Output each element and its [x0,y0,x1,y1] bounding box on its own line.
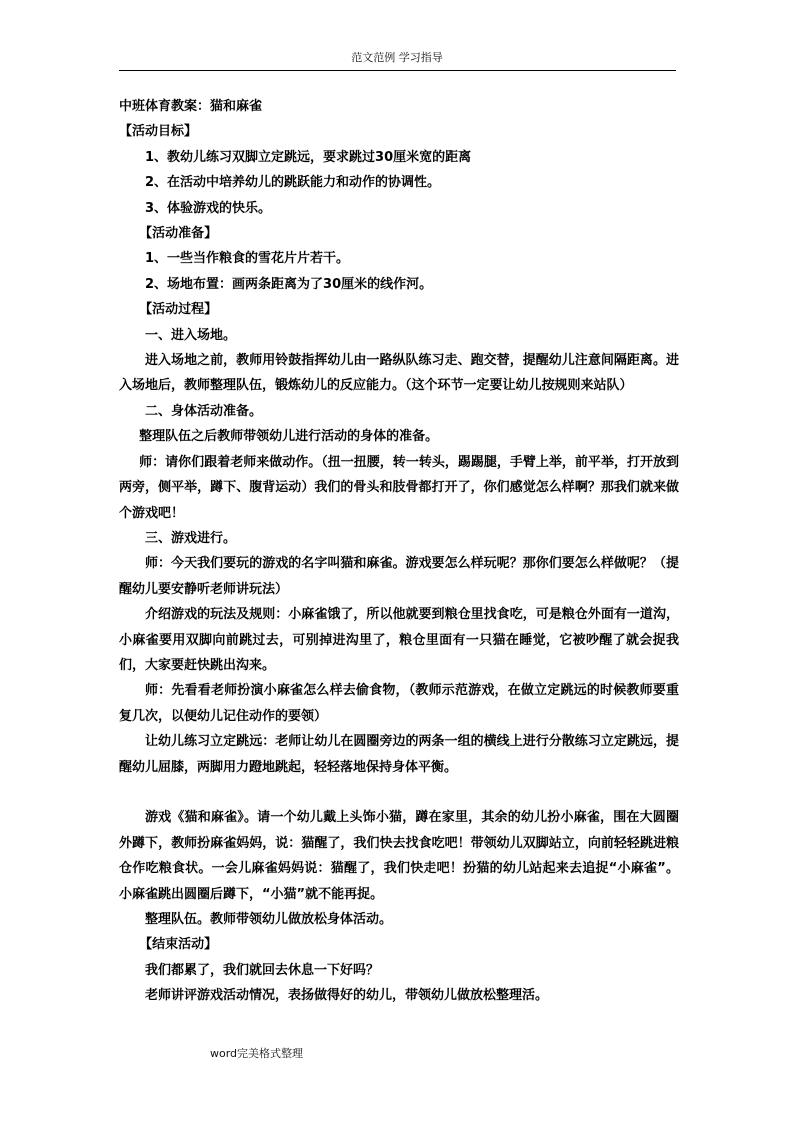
blank-line [119,780,679,805]
prep-heading: 【活动准备】 [139,226,218,242]
document-body [119,94,679,1009]
process-heading: 【活动过程】 [139,302,218,318]
end-question: 我们都累了，我们就回去休息一下好吗？ [145,962,380,978]
page-header: 范文范例 学习指导 [351,51,443,64]
section2-intro: 整理队伍之后教师带领幼儿进行活动的身体的准备。 [139,429,439,445]
section2-title: 二、身体活动准备。 [145,403,263,419]
section1-paragraph: 进入场地之前，教师用铃鼓指挥幼儿由一路纵队练习走、跑交替，提醒幼儿注意间隔距离。进入场地后，教师整理队伍，锻炼幼儿的反应能力。（这个环节一定要让幼儿按规则来站队） [119,353,679,394]
game-paragraph: 游戏《猫和麻雀》。请一个幼儿戴上头饰小猫，蹲在家里，其余的幼儿扮小麻雀，围在大圆圈外蹲下，教师扮麻雀妈妈，说：猫醒了，我们快去找食吃吧！带领幼儿双脚站立，向前轻轻跳进粮仓作吃粮食状。一会儿麻雀妈妈说：猫醒了，我们快走吧！扮猫的幼儿站起来去追捉“小麻雀”。小麻雀跳出圆圈后蹲下，“小猫”就不能再捉。 [119,810,679,902]
rules-paragraph: 介绍游戏的玩法及规则：小麻雀饿了，所以他就要到粮仓里找食吃，可是粮仓外面有一道沟，小麻雀要用双脚向前跳过去，可别掉进沟里了，粮仓里面有一只猫在睡觉，它被吵醒了就会捉我们，大家要赶快跳出沟来。 [119,607,679,673]
prep-item-2: 2、场地布置：画两条距离为了30厘米的线作河。 [145,276,433,292]
goal-item-1: 1、教幼儿练习双脚立定跳远，要求跳过30厘米宽的距离 [145,149,472,165]
demo-paragraph: 师：先看看老师扮演小麻雀怎么样去偷食物，（教师示范游戏，在做立定跳远的时候教师要重复几次，以便幼儿记住动作的要领） [119,683,679,724]
section3-title: 三、游戏进行。 [145,530,237,546]
end-heading: 【结束活动】 [139,937,218,953]
goal-item-3: 3、体验游戏的快乐。 [145,200,272,216]
goal-item-2: 2、在活动中培养幼儿的跳跃能力和动作的协调性。 [145,175,441,191]
end-paragraph: 老师讲评游戏活动情况，表扬做得好的幼儿，带领幼儿做放松整理活。 [145,988,549,1004]
document-title: 中班体育教案：猫和麻雀 [119,99,263,114]
section1-title: 一、进入场地。 [145,327,237,343]
section3-speech: 师：今天我们要玩的游戏的名字叫猫和麻雀。游戏要怎么样玩呢？那你们要怎么样做呢？（提醒幼儿要安静听老师讲玩法） [119,556,679,597]
header-divider [119,70,676,71]
prep-item-1: 1、一些当作粮食的雪花片片若干。 [145,251,350,267]
regroup-paragraph: 整理队伍。教师带领幼儿做放松身体活动。 [145,911,393,927]
section2-speech: 师：请你们跟着老师来做动作。（扭一扭腰，转一转头，踢踢腿，手臂上举，前平举，打开放到两旁，侧平举，蹲下、腹背运动）我们的骨头和肢骨都打开了，你们感觉怎么样啊？那我们就来做个游戏吧！ [119,454,679,521]
page-footer: word完美格式整理 [210,1047,304,1060]
goals-heading: 【活动目标】 [119,124,198,140]
practice-paragraph: 让幼儿练习立定跳远：老师让幼儿在圆圈旁边的两条一组的横线上进行分散练习立定跳远，提醒幼儿屈膝，两脚用力蹬地跳起，轻轻落地保持身体平衡。 [119,734,679,775]
